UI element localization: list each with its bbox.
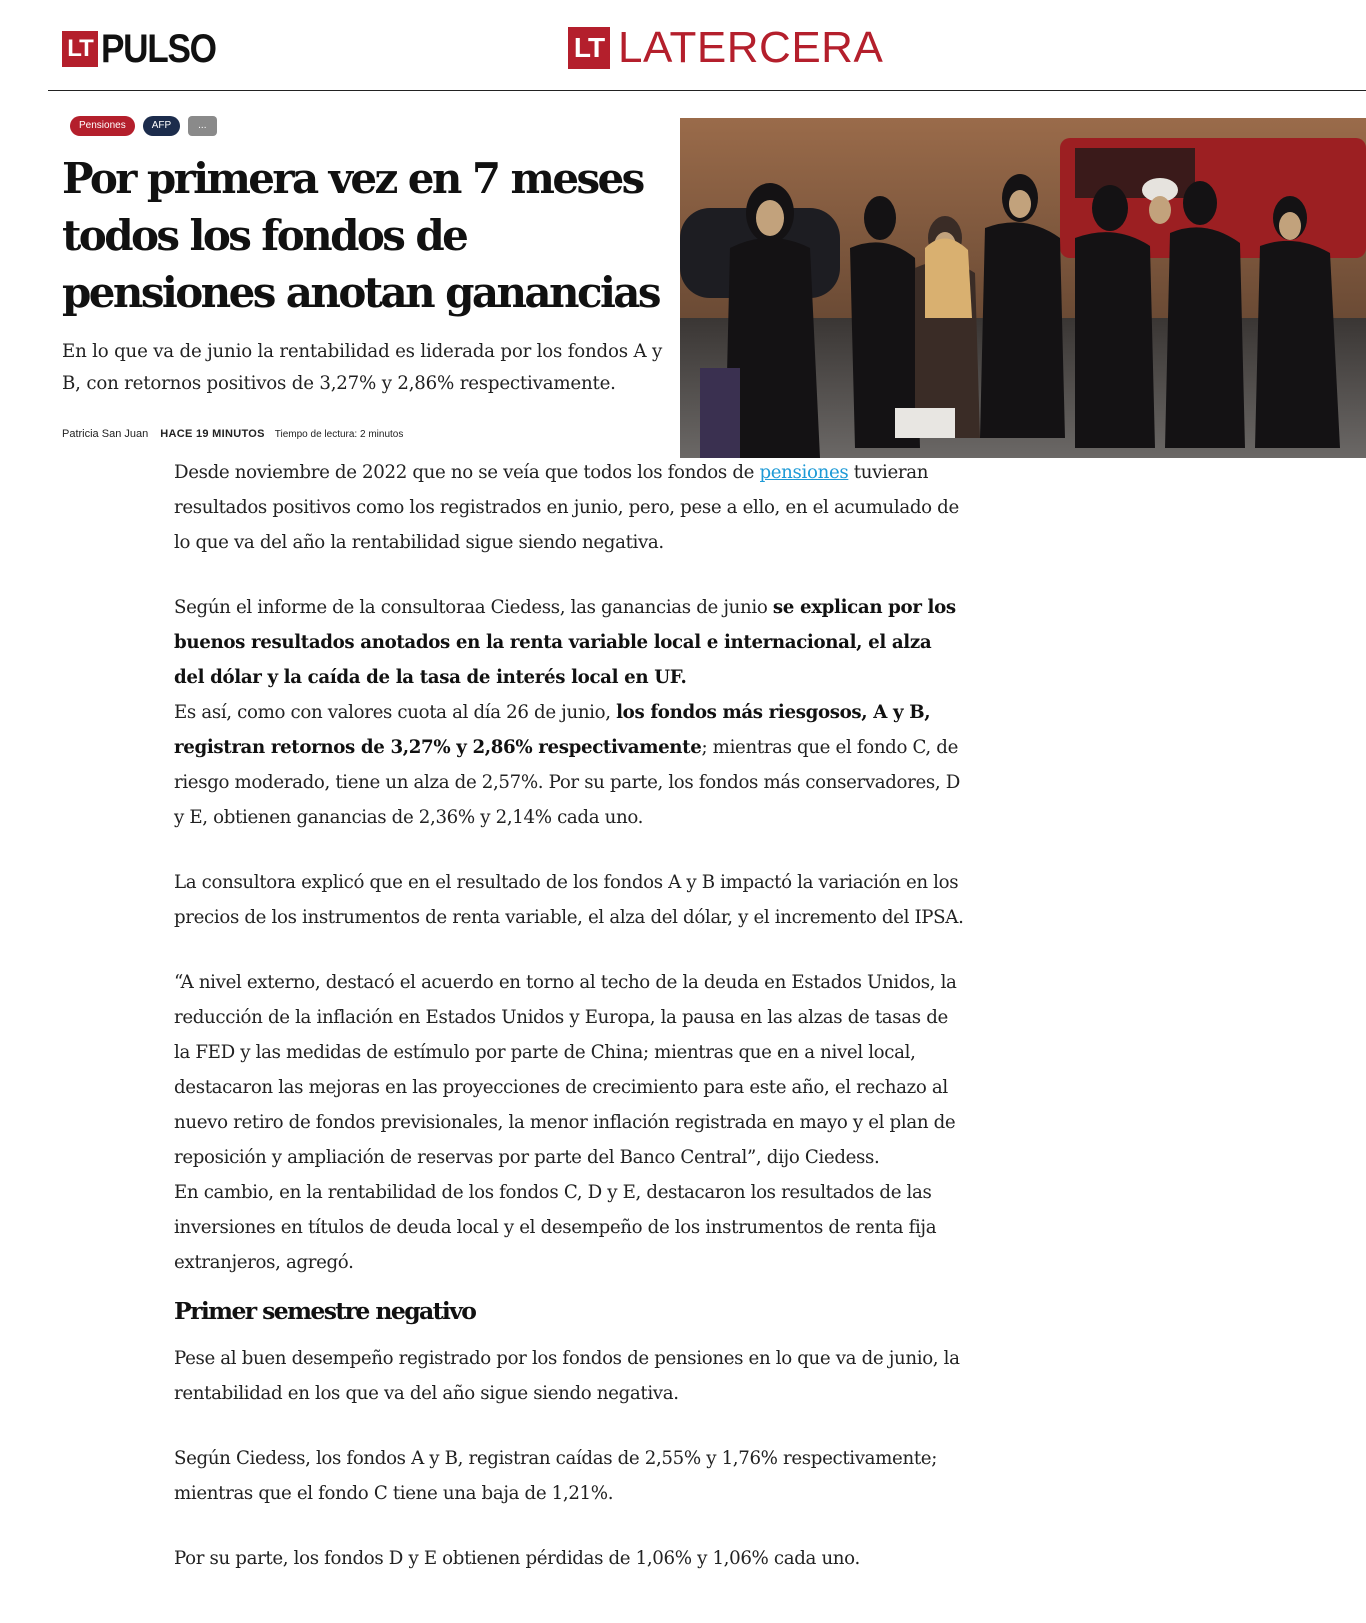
paragraph-9: Por su parte, los fondos D y E obtienen pérdidas de 1,06% y 1,06% cada uno. xyxy=(174,1548,860,1569)
paragraph-3 xyxy=(174,695,964,835)
hero-photo xyxy=(680,118,1366,458)
tag-list xyxy=(70,116,217,136)
pensiones-link[interactable]: pensiones xyxy=(759,462,849,483)
site-header xyxy=(48,0,1366,91)
paragraph-8: Según Ciedess, los fondos A y B, registran caídas de 2,55% y 1,76% respectivamente; mientras que el fondo C tiene una baja de 1,21%. xyxy=(174,1448,937,1504)
paragraph-1-text-end: tuvieran resultados positivos como los registrados en junio, pero, pese a ello, en el acumulado de lo que va del año la rentabilidad sigue siendo negativa. xyxy=(174,462,959,553)
paragraph-2-bold: se explican por los buenos resultados anotados en la renta variable local e internacional, el alza del dólar y la caída de la tasa de interés local en UF. xyxy=(174,597,956,688)
paragraph-1-text: Desde noviembre de 2022 que no se veía que todos los fondos de xyxy=(174,462,760,483)
tag-more-button[interactable]: ... xyxy=(188,116,216,136)
article-dek: En lo que va de junio la rentabilidad es liderada por los fondos A y B, con retornos positivos de 3,27% y 2,86% respectivamente. xyxy=(62,341,663,394)
paragraph-1 xyxy=(174,455,964,560)
article-body xyxy=(174,455,964,1576)
article-title: Por primera vez en 7 meses todos los fondos de pensiones anotan ganancias xyxy=(62,154,659,317)
paragraph-4: La consultora explicó que en el resultado de los fondos A y B impactó la variación en los precios de los instrumentos de renta variable, el alza del dólar, y el incremento del IPSA. xyxy=(174,872,964,928)
la-tercera-logo-word: LATERCERA xyxy=(618,23,884,72)
paragraph-2-text: Según el informe de la consultoraa Ciedess, las ganancias de junio xyxy=(174,597,773,618)
la-tercera-logo-lt: LT xyxy=(568,27,610,69)
author-link[interactable]: Patricia San Juan xyxy=(62,428,149,440)
paragraph-5-quote: “A nivel externo, destacó el acuerdo en torno al techo de la deuda en Estados Unidos, la reducción de la inflación en Estados Unidos y Europa, la pausa en las alzas de tasas de la FED y las medidas de estímulo por parte de China; mientras que en a nivel local, destacaron las mejoras en las proyecciones de crecimiento para este año, el rechazo al nuevo retiro de fondos previsionales, la menor inflación registrada en mayo y el plan de reposición y ampliación de reservas por parte del Banco Central”, dijo Ciedess. xyxy=(174,972,957,1168)
paragraph-6: En cambio, en la rentabilidad de los fondos C, D y E, destacaron los resultados de las inversiones en títulos de deuda local y el desempeño de los instrumentos de renta fija extranjeros, agregó. xyxy=(174,1182,937,1273)
paragraph-7: Pese al buen desempeño registrado por los fondos de pensiones en lo que va de junio, la rentabilidad en los que va del año sigue siendo negativa. xyxy=(174,1348,960,1404)
reading-time: Tiempo de lectura: 2 minutos xyxy=(274,428,404,440)
paragraph-3-bold: los fondos más riesgosos, A y B, registran retornos de 3,27% y 2,86% respectivamente xyxy=(174,702,931,758)
tag-afp[interactable]: AFP xyxy=(143,116,180,136)
paragraph-3-text-end: ; mientras que el fondo C, de riesgo moderado, tiene un alza de 2,57%. Por su parte, los fondos más conservadores, D y E, obtienen ganancias de 2,36% y 2,14% cada uno. xyxy=(174,737,960,828)
pulso-logo[interactable] xyxy=(62,27,231,71)
pulso-logo-lt: LT xyxy=(62,31,98,67)
pulso-logo-word: PULSO xyxy=(101,27,216,71)
byline xyxy=(62,428,403,440)
section-heading: Primer semestre negativo xyxy=(174,1297,476,1325)
paragraph-2 xyxy=(174,590,964,695)
paragraph-3-text: Es así, como con valores cuota al día 26 de junio, xyxy=(174,702,617,723)
crowd-photo-illustration xyxy=(680,118,1366,458)
la-tercera-logo[interactable] xyxy=(568,23,884,72)
tag-pensiones[interactable]: Pensiones xyxy=(70,116,135,136)
publish-time: HACE 19 MINUTOS xyxy=(160,428,265,440)
